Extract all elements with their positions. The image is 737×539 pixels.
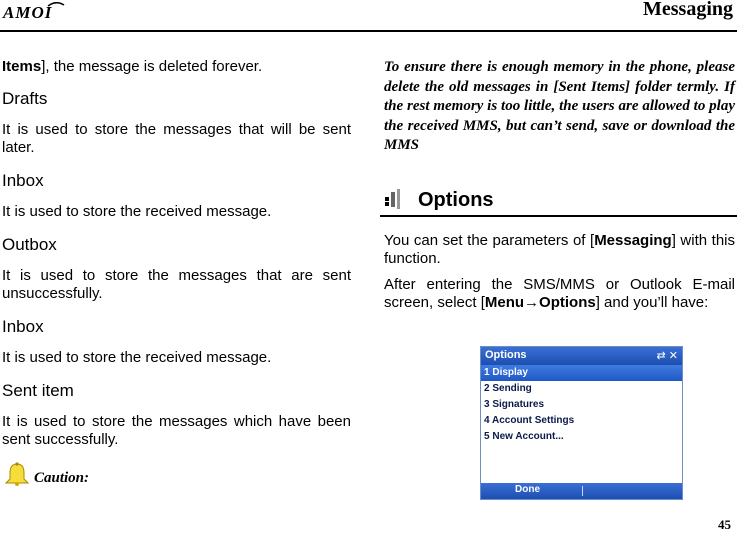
phone-menu-item[interactable]: [481, 413, 682, 429]
phone-title-bar: [481, 347, 682, 365]
options-para-2-bold: Menu→Options: [484, 294, 596, 311]
section-heading-inbox-2: Inbox: [2, 317, 44, 336]
section-heading-inbox: Inbox: [2, 171, 44, 190]
options-heading: Options: [418, 189, 494, 211]
caution-note-block: [384, 58, 735, 156]
section-heading-sent-item: Sent item: [2, 381, 74, 400]
options-rule: [380, 215, 737, 217]
header-rule: [0, 30, 737, 32]
page-header-title: Messaging: [643, 0, 733, 20]
options-para-2-post: ] and you’ll have:: [595, 294, 709, 311]
phone-menu-label: New Account...: [492, 431, 564, 442]
bell-icon: [2, 461, 32, 487]
section-text-inbox: It is used to store the received message.: [2, 203, 272, 220]
phone-menu-label: Sending: [492, 383, 532, 394]
intro-bold: Items: [2, 58, 42, 75]
options-para-2-pre: After entering the SMS/MMS or Outlook E-mail screen, select [: [384, 276, 735, 311]
caution-note: To ensure there is enough memory in the phone, please delete the old messages in [Sent Items] folder termly. If the rest memory is too little, the users are allowed to play the received MMS, but can’t send, save or download the MMS: [384, 59, 735, 153]
section-text-inbox-2: It is used to store the received message.: [2, 349, 272, 366]
section-text-outbox: It is used to store the messages that are sent unsuccessfully.: [2, 267, 351, 302]
options-body: [384, 232, 735, 312]
svg-text:AMOI: AMOI: [3, 3, 53, 22]
phone-menu-item[interactable]: [481, 365, 682, 381]
phone-menu-label: Display: [492, 367, 528, 378]
signal-icon: ⇄ ✕: [656, 350, 678, 362]
section-text-sent-item: It is used to store the messages which have been sent successfully.: [2, 413, 351, 448]
intro-rest: ], the message is deleted forever.: [41, 58, 263, 75]
caution-row: [2, 461, 351, 487]
section-heading-outbox: Outbox: [2, 235, 57, 254]
phone-menu-num: 1: [484, 367, 490, 378]
phone-options-screenshot: [480, 346, 683, 500]
phone-menu-label: Account Settings: [491, 415, 575, 426]
amoi-logo: [2, 2, 66, 22]
phone-menu-item[interactable]: [481, 381, 682, 397]
left-column: [2, 58, 351, 487]
options-para-1: [384, 232, 735, 268]
options-para-1-bold: Messaging: [594, 232, 672, 249]
phone-menu-item[interactable]: [481, 397, 682, 413]
phone-menu-num: 3: [484, 399, 490, 410]
options-para-1-pre: You can set the parameters of [: [384, 232, 595, 249]
caution-label: Caution:: [34, 470, 90, 486]
section-bullet-icon: [384, 188, 406, 214]
phone-menu-num: 5: [484, 431, 490, 442]
intro-line: [2, 58, 351, 76]
done-softkey[interactable]: Done: [515, 484, 540, 495]
phone-menu-num: 4: [484, 415, 490, 426]
phone-title: Options: [485, 349, 527, 361]
phone-menu-item[interactable]: [481, 429, 682, 445]
options-para-2: [384, 276, 735, 312]
options-para-1-post: ] with this function.: [384, 232, 735, 267]
phone-menu-label: Signatures: [492, 399, 545, 410]
softkey-separator: [582, 486, 583, 496]
phone-menu-num: 2: [484, 383, 490, 394]
section-heading-drafts: Drafts: [2, 89, 48, 108]
phone-softkey-bar: [481, 483, 682, 499]
section-text-drafts: It is used to store the messages that will be sent later.: [2, 121, 351, 156]
page-number: 45: [718, 517, 731, 532]
